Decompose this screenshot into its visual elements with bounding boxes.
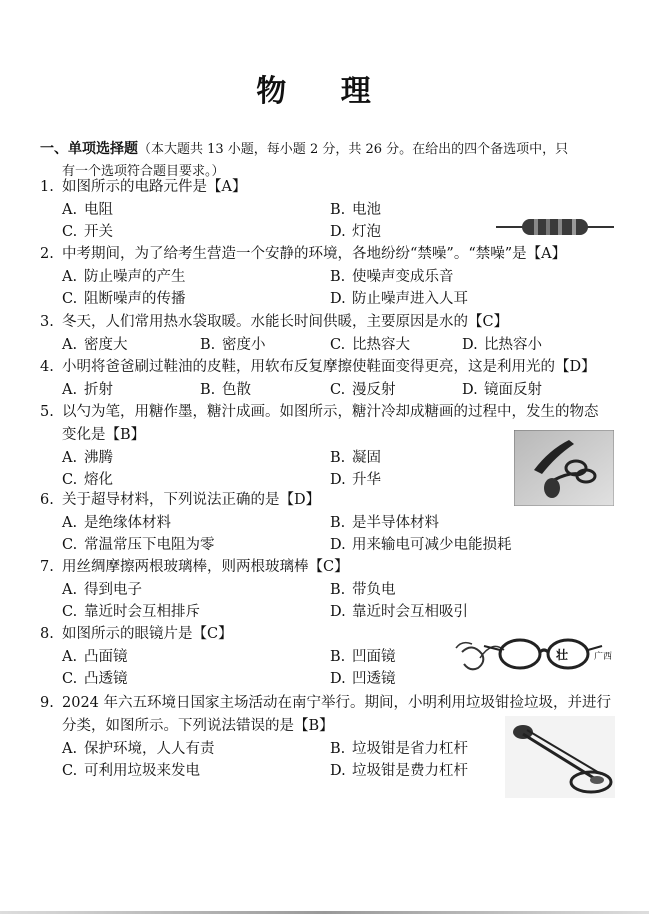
question-4 [40, 356, 640, 401]
question-number: 8. [40, 626, 54, 642]
option-letter: C. [330, 337, 346, 353]
option-letter: A. [62, 741, 78, 757]
option-text: 色散 [222, 382, 251, 398]
option-text: 防止噪声的产生 [84, 269, 186, 285]
option-text: 电阻 [84, 202, 113, 218]
option-letter: D. [330, 472, 346, 488]
option-a [62, 447, 113, 469]
option-b [330, 512, 439, 534]
question-2 [40, 243, 640, 310]
question-7 [40, 556, 640, 623]
option-text: 沸腾 [84, 450, 113, 466]
option-text: 凝固 [352, 450, 381, 466]
option-text: 是绝缘体材料 [84, 515, 171, 531]
question-3 [40, 311, 640, 356]
option-c [62, 288, 186, 310]
option-c [62, 534, 215, 556]
option-row [40, 379, 640, 401]
option-a [62, 579, 142, 601]
resistor-figure [496, 212, 614, 242]
option-text: 常温常压下电阻为零 [84, 537, 215, 553]
option-text: 密度大 [84, 337, 128, 353]
option-letter: A. [62, 202, 78, 218]
option-letter: A. [62, 515, 78, 531]
bottom-edge [0, 911, 649, 914]
question-number: 6. [40, 492, 54, 508]
option-letter: D. [330, 224, 346, 240]
option-letter: B. [330, 741, 346, 757]
option-d [462, 379, 542, 401]
trash-picker-figure [505, 716, 615, 798]
option-letter: C. [62, 763, 78, 779]
option-letter: C. [62, 671, 78, 687]
option-letter: D. [330, 604, 346, 620]
option-text: 凹透镜 [352, 671, 396, 687]
option-a [62, 266, 186, 288]
question-number: 7. [40, 559, 54, 575]
question-text: 以勺为笔，用糖作墨，糖汁成画。如图所示，糖汁冷却成糖画的过程中，发生的物态 [62, 404, 599, 420]
question-text: 2024 年六五环境日国家主场活动在南宁举行。期间，小明利用垃圾钳捡垃圾，并进行 [62, 695, 612, 711]
option-c [62, 221, 113, 243]
option-letter: A. [62, 337, 78, 353]
option-letter: A. [62, 649, 78, 665]
option-text: 保护环境，人人有责 [84, 741, 215, 757]
option-b [330, 266, 454, 288]
option-text: 比热容小 [484, 337, 542, 353]
option-letter: C. [62, 291, 78, 307]
option-letter: C. [62, 224, 78, 240]
question-text: 关于超导材料，下列说法正确的是【D】 [62, 492, 321, 508]
option-letter: A. [62, 382, 78, 398]
option-letter: B. [330, 515, 346, 531]
option-row [40, 334, 640, 356]
section-number: 一、 [40, 141, 68, 157]
option-text: 比热容大 [352, 337, 410, 353]
question-number: 4. [40, 359, 54, 375]
option-b [200, 379, 251, 401]
option-text: 凸面镜 [84, 649, 128, 665]
option-text: 灯泡 [352, 224, 381, 240]
question-stem [40, 311, 640, 334]
question-stem [40, 692, 640, 715]
option-text: 靠近时会互相吸引 [352, 604, 468, 620]
option-b [330, 646, 396, 668]
option-text: 折射 [84, 382, 113, 398]
option-letter: B. [330, 582, 346, 598]
option-letter: B. [200, 337, 216, 353]
option-d [330, 668, 396, 690]
option-row [40, 266, 640, 288]
option-b [330, 447, 381, 469]
option-row [40, 512, 640, 534]
option-letter: A. [62, 269, 78, 285]
option-letter: B. [330, 649, 346, 665]
option-text: 凸透镜 [84, 671, 128, 687]
option-text: 垃圾钳是省力杠杆 [352, 741, 468, 757]
option-c [62, 760, 200, 782]
question-text: 冬天，人们常用热水袋取暖。水能长时间供暖，主要原因是水的【C】 [62, 314, 509, 330]
question-number: 5. [40, 404, 54, 420]
option-letter: C. [330, 382, 346, 398]
option-text: 升华 [352, 472, 381, 488]
question-stem [40, 176, 640, 199]
option-row [40, 579, 640, 601]
option-letter: B. [330, 202, 346, 218]
option-a [62, 334, 128, 356]
section-note-line2: 有一个选项符合题目要求。） [62, 164, 225, 179]
question-text: 中考期间，为了给考生营造一个安静的环境，各地纷纷“禁噪”。“禁噪”是【A】 [62, 246, 567, 262]
option-text: 漫反射 [352, 382, 396, 398]
option-row [40, 288, 640, 310]
option-letter: D. [330, 537, 346, 553]
option-text: 得到电子 [84, 582, 142, 598]
question-stem [40, 243, 640, 266]
option-a [62, 738, 215, 760]
option-b [330, 199, 381, 221]
glasses-figure [452, 632, 622, 684]
option-text: 镜面反射 [484, 382, 542, 398]
question-text: 如图所示的眼镜片是【C】 [62, 626, 233, 642]
option-d [330, 221, 381, 243]
question-stem [40, 401, 640, 424]
option-letter: D. [330, 671, 346, 687]
option-text: 电池 [352, 202, 381, 218]
option-a [62, 199, 113, 221]
option-letter: C. [62, 472, 78, 488]
option-b [330, 579, 396, 601]
page-title: 物 理 [256, 74, 393, 109]
option-letter: B. [330, 269, 346, 285]
option-text: 是半导体材料 [352, 515, 439, 531]
option-a [62, 379, 113, 401]
option-letter: D. [462, 382, 478, 398]
option-a [62, 512, 171, 534]
option-letter: C. [62, 604, 78, 620]
option-d [330, 469, 381, 491]
option-letter: B. [200, 382, 216, 398]
option-letter: D. [330, 763, 346, 779]
section-note-line1: （本大题共 13 小题，每小题 2 分，共 26 分。在给出的四个备选项中，只 [138, 142, 569, 157]
option-text: 使噪声变成乐音 [352, 269, 454, 285]
option-letter: A. [62, 450, 78, 466]
question-stem [40, 356, 640, 379]
option-text: 阻断噪声的传播 [84, 291, 186, 307]
glasses-text: 壮 [556, 648, 569, 662]
question-text: 如图所示的电路元件是【A】 [62, 179, 247, 195]
option-letter: D. [330, 291, 346, 307]
glasses-text-2: 广西 [594, 652, 613, 662]
option-c [62, 668, 128, 690]
sugar-painting-figure [514, 430, 614, 506]
question-text: 用丝绸摩擦两根玻璃棒，则两根玻璃棒【C】 [62, 559, 349, 575]
option-text: 熔化 [84, 472, 113, 488]
option-text: 用来输电可减少电能损耗 [352, 537, 512, 553]
question-text: 变化是【B】 [62, 427, 146, 443]
question-number: 1. [40, 179, 54, 195]
option-letter: B. [330, 450, 346, 466]
option-a [62, 646, 128, 668]
option-letter: C. [62, 537, 78, 553]
option-d [330, 534, 512, 556]
option-row [40, 534, 640, 556]
option-letter: A. [62, 582, 78, 598]
option-row [40, 601, 640, 623]
question-number: 3. [40, 314, 54, 330]
option-text: 开关 [84, 224, 113, 240]
option-b [200, 334, 266, 356]
option-d [330, 760, 468, 782]
question-number: 9. [40, 695, 54, 711]
option-b [330, 738, 468, 760]
option-text: 防止噪声进入人耳 [352, 291, 468, 307]
option-c [62, 469, 113, 491]
option-text: 垃圾钳是费力杠杆 [352, 763, 468, 779]
option-c [62, 601, 200, 623]
option-d [330, 601, 468, 623]
option-d [462, 334, 542, 356]
option-d [330, 288, 468, 310]
option-text: 带负电 [352, 582, 396, 598]
question-text: 小明将爸爸刷过鞋油的皮鞋，用软布反复摩擦使鞋面变得更亮，这是利用光的【D】 [62, 359, 596, 375]
section-heading: 单项选择题 [68, 141, 138, 157]
question-stem [40, 556, 640, 579]
option-c [330, 379, 396, 401]
option-text: 凹面镜 [352, 649, 396, 665]
option-text: 可利用垃圾来发电 [84, 763, 200, 779]
option-text: 靠近时会互相排斥 [84, 604, 200, 620]
option-text: 密度小 [222, 337, 266, 353]
question-text: 分类，如图所示。下列说法错误的是【B】 [62, 718, 334, 734]
option-letter: D. [462, 337, 478, 353]
option-c [330, 334, 410, 356]
question-number: 2. [40, 246, 54, 262]
